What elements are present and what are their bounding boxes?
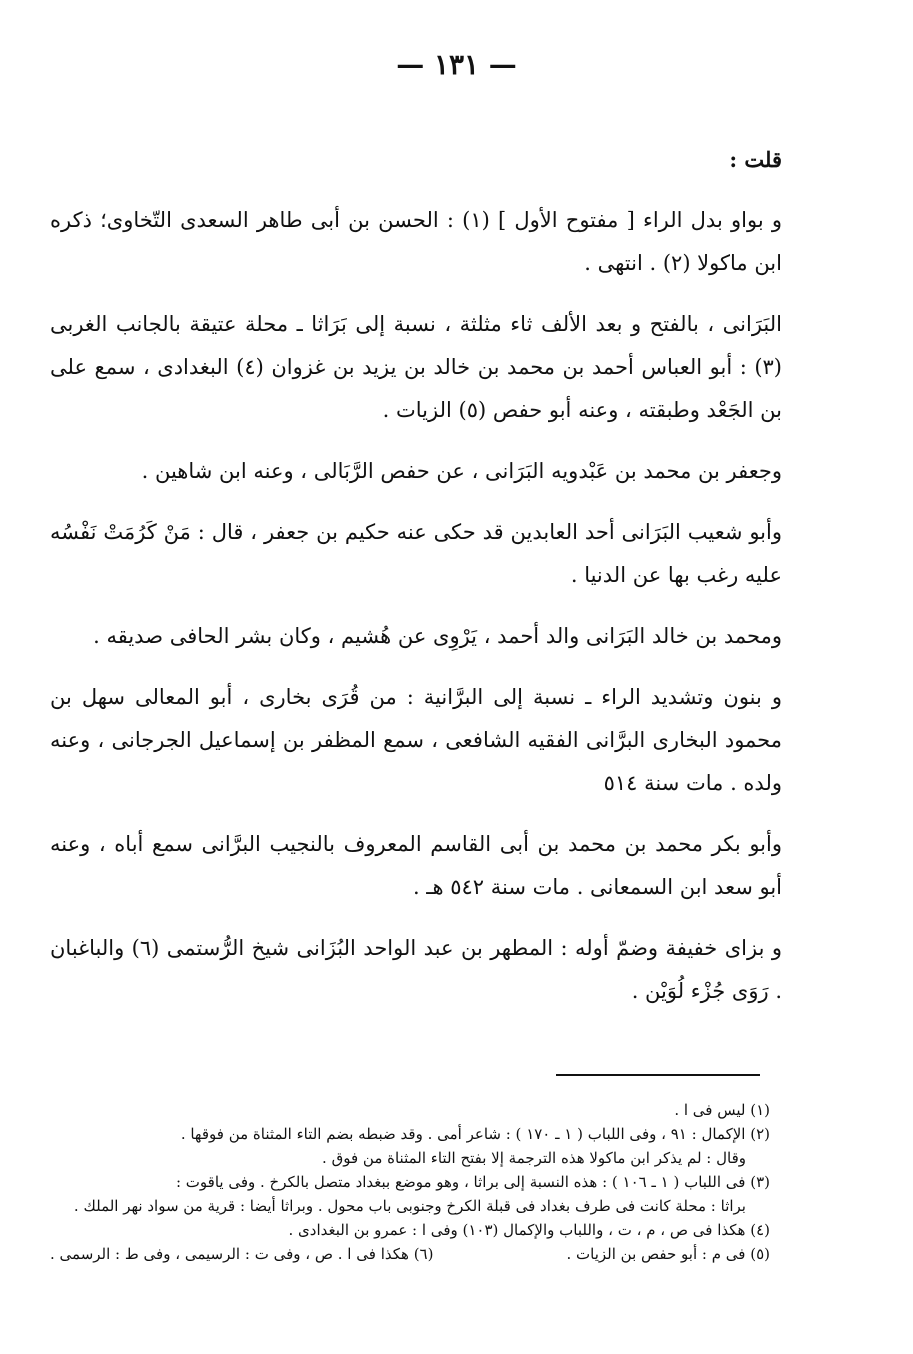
footnote: (٤) هكذا فى ص ، م ، ت ، واللباب والإكمال (١٠٣) وفى ا : عمرو بن البغدادى . bbox=[288, 1221, 770, 1239]
paragraph: البَرَانى ، بالفتح و بعد الألف ثاء مثلثة ، نسبة إلى بَرَاثا ـ محلة عتيقة بالجانب الغربى (٣) : أبو العباس أحمد بن محمد بن خالد بن يزيد بن غزوان (٤) البغدادى ، سمع على بن الجَعْد وطبقته ، وعنه أبو حفص (٥) الزيات . bbox=[50, 312, 782, 422]
footnote: (٢) الإكمال : ٩١ ، وفى اللباب ( ١ ـ ١٧٠ ) : شاعر أمى . وقد ضبطه بضم التاء المثناة من فوقها . bbox=[180, 1125, 770, 1143]
paragraph: و بواو بدل الراء [ مفتوح الأول ] (١) : الحسن بن أبى طاهر السعدى التّخاوى؛ ذكره ابن ماكولا (٢) . انتهى . bbox=[50, 208, 782, 275]
footnote-continuation: وقال : لم يذكر ابن ماكولا هذه الترجمة إلا بفتح التاء المثناة من فوق . bbox=[322, 1149, 746, 1167]
footnote: (٥) فى م : أبو حفص بن الزيات . bbox=[566, 1245, 770, 1263]
footnote-divider bbox=[556, 1074, 760, 1076]
footnote: (٣) فى اللباب ( ١ ـ ١٠٦ ) : هذه النسبة إلى براثا ، وهو موضع ببغداد متصل بالكرخ . وفى ياقوت : bbox=[175, 1173, 770, 1191]
paragraph: و بنون وتشديد الراء ـ نسبة إلى البرَّانية : من قُرَى بخارى ، أبو المعالى سهل بن محمود البخارى البرَّانى الفقيه الشافعى ، سمع المظفر بن إسماعيل الجرجانى ، وعنه ولده . مات سنة ٥١٤ bbox=[50, 685, 782, 795]
footnote-row bbox=[50, 1242, 770, 1266]
main-text bbox=[50, 138, 782, 1013]
paragraph: ومحمد بن خالد البَرَانى والد أحمد ، يَرْوِى عن هُشيم ، وكان بشر الحافى صديقه . bbox=[93, 624, 782, 648]
paragraph: و بزاى خفيفة وضمّ أوله : المطهر بن عبد الواحد البُزَانى شيخ الرُّستمى (٦) والباغبان . رَوَى جُزْء لُوَيْن . bbox=[50, 936, 782, 1003]
paragraph: وجعفر بن محمد بن عَبْدويه البَرَانى ، عن حفص الرَّبَالى ، وعنه ابن شاهين . bbox=[141, 459, 782, 483]
paragraph: وأبو بكر محمد بن محمد بن أبى القاسم المعروف بالنجيب البرَّانى سمع أباه ، وعنه أبو سعد ابن السمعانى . مات سنة ٥٤٢ هـ . bbox=[50, 832, 782, 899]
footnotes bbox=[50, 1098, 770, 1266]
footnote: (٦) هكذا فى ا . ص ، وفى ت : الرسيمى ، وفى ط : الرسمى . bbox=[50, 1245, 434, 1263]
footnote: (١) ليس فى ا . bbox=[674, 1101, 770, 1119]
section-heading: قلت : bbox=[729, 147, 782, 172]
paragraph: وأبو شعيب البَرَانى أحد العابدين قد حكى عنه حكيم بن جعفر ، قال : مَنْ كَرُمَتْ نَفْسُه عليه رغب بها عن الدنيا . bbox=[50, 520, 782, 587]
footnote-continuation: براثا : محلة كانت فى طرف بغداد فى قبلة الكرخ وجنوبى باب محول . وبراثا أيضا : قرية من سواد نهر الملك . bbox=[73, 1197, 746, 1215]
page-number: — ١٣١ — bbox=[396, 48, 517, 81]
